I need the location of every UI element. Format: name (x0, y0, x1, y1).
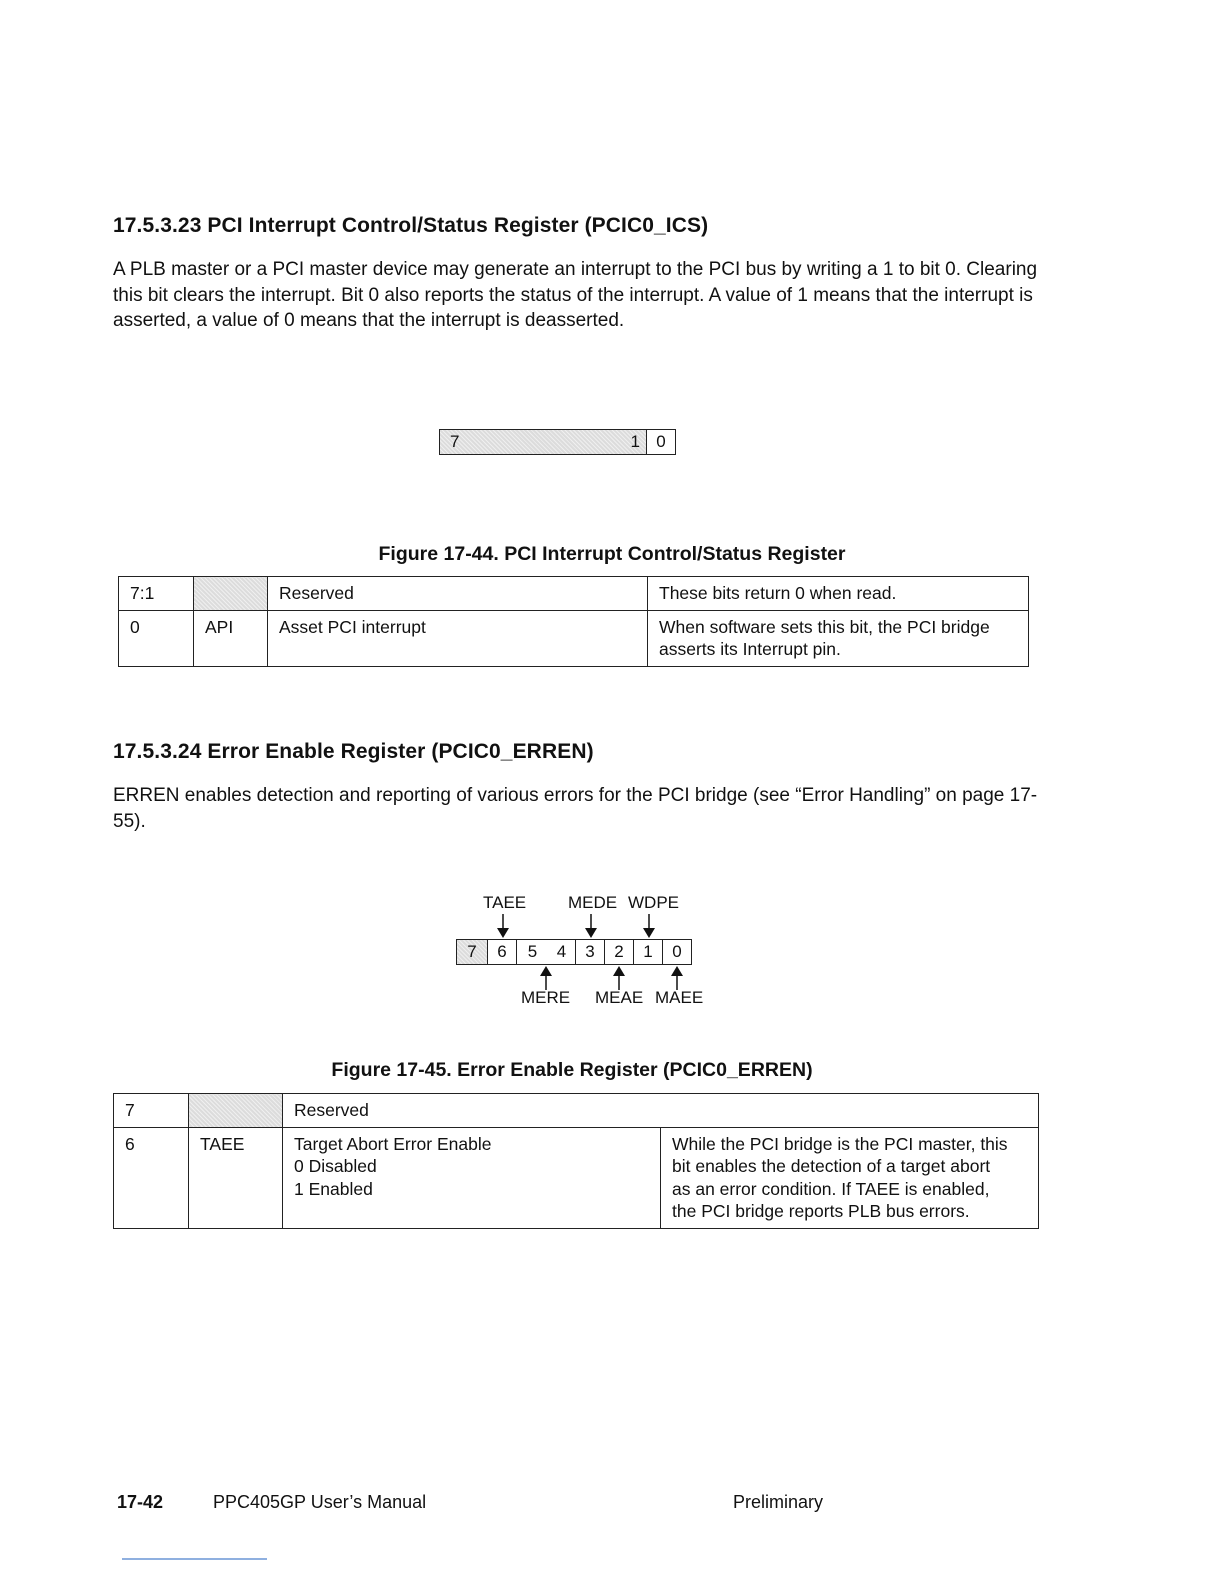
description-cell: Reserved (268, 577, 648, 611)
register-reserved-field (440, 430, 647, 454)
bit-label-wdpe: WDPE (628, 893, 679, 912)
field-name-cell: TAEE (189, 1127, 283, 1228)
bits-cell: 7 (114, 1094, 189, 1128)
arrow-down-icon (581, 914, 601, 940)
bit-label-mede: MEDE (568, 893, 618, 912)
register-bit-cell: 2 (605, 940, 634, 964)
field-table-ics (118, 576, 1029, 667)
figure-caption-45: Figure 17-45. Error Enable Register (PCIC0_ERREN) (331, 1059, 813, 1081)
register-bit-cell: 3 (576, 940, 605, 964)
bit-label-mere: MERE (521, 988, 571, 1007)
figure-caption-44: Figure 17-44. PCI Interrupt Control/Status Register (378, 543, 846, 565)
section-heading-ics: 17.5.3.23 PCI Interrupt Control/Status Register (PCIC0_ICS) (113, 214, 709, 237)
bits-cell: 0 (119, 610, 194, 666)
page-number: 17-42 (117, 1492, 164, 1512)
bit-label-meae: MEAE (595, 988, 644, 1007)
register-diagram-erren (456, 939, 692, 965)
description-cell: Asset PCI interrupt (268, 610, 648, 666)
arrow-down-icon (639, 914, 659, 940)
register-bit-cell: 0 (672, 942, 682, 961)
comment-cell: These bits return 0 when read. (648, 577, 1029, 611)
table-row (119, 577, 1029, 611)
field-name-cell (194, 577, 268, 611)
register-bit-cell: 0 (656, 432, 666, 451)
comment-cell: While the PCI bridge is the PCI master, this bit enables the detection of a target abort as an error condition. If TAEE is enabled, the PCI bridge reports PLB bus errors. (661, 1127, 1039, 1228)
bits-cell: 7:1 (119, 577, 194, 611)
field-name-cell (189, 1094, 283, 1128)
description-cell (283, 1127, 661, 1228)
table-row (114, 1094, 1039, 1128)
arrow-down-icon (493, 914, 513, 940)
description-cell: Reserved (283, 1094, 1039, 1128)
field-value-option: 1 Enabled (294, 1178, 373, 1199)
manual-title: PPC405GP User’s Manual (213, 1492, 427, 1512)
comment-cell: When software sets this bit, the PCI bridge asserts its Interrupt pin. (648, 610, 1029, 666)
section-body-erren: ERREN enables detection and reporting of various errors for the PCI bridge (see “Error Handling” on page 17-55). (113, 785, 1038, 832)
register-diagram-ics (439, 429, 676, 455)
register-bit-label: 1 (630, 432, 640, 451)
document-status: Preliminary (733, 1492, 824, 1512)
arrow-up-icon (667, 964, 687, 990)
register-bit-cell: 4 (548, 940, 576, 964)
section-body-ics: A PLB master or a PCI master device may generate an interrupt to the PCI bus by writing a 1 to bit 0. Clearing this bit clears the interrupt. Bit 0 also reports the status of the interrupt. A value of 1 means that the interrupt is asserted, a value of 0 means that the interrupt is deasserted. (113, 259, 1038, 331)
scan-artifact-line (122, 1558, 267, 1560)
register-bit-label: 7 (450, 432, 460, 451)
table-row (114, 1127, 1039, 1228)
bit-label-maee: MAEE (655, 988, 704, 1007)
register-bit-cell: 6 (488, 940, 517, 964)
arrow-up-icon (536, 964, 556, 990)
bits-cell: 6 (114, 1127, 189, 1228)
table-row (119, 610, 1029, 666)
field-value-option: 0 Disabled (294, 1156, 377, 1176)
register-bit-cell: 5 (527, 942, 538, 961)
arrow-up-icon (609, 964, 629, 990)
bit-label-taee: TAEE (483, 893, 527, 912)
register-bit-cell: 1 (634, 940, 663, 964)
field-description: Target Abort Error Enable (294, 1133, 492, 1154)
register-bit-cell: 7 (457, 940, 488, 964)
field-table-erren (113, 1093, 1039, 1229)
field-name-cell: API (194, 610, 268, 666)
section-heading-erren: 17.5.3.24 Error Enable Register (PCIC0_ERREN) (113, 740, 594, 763)
